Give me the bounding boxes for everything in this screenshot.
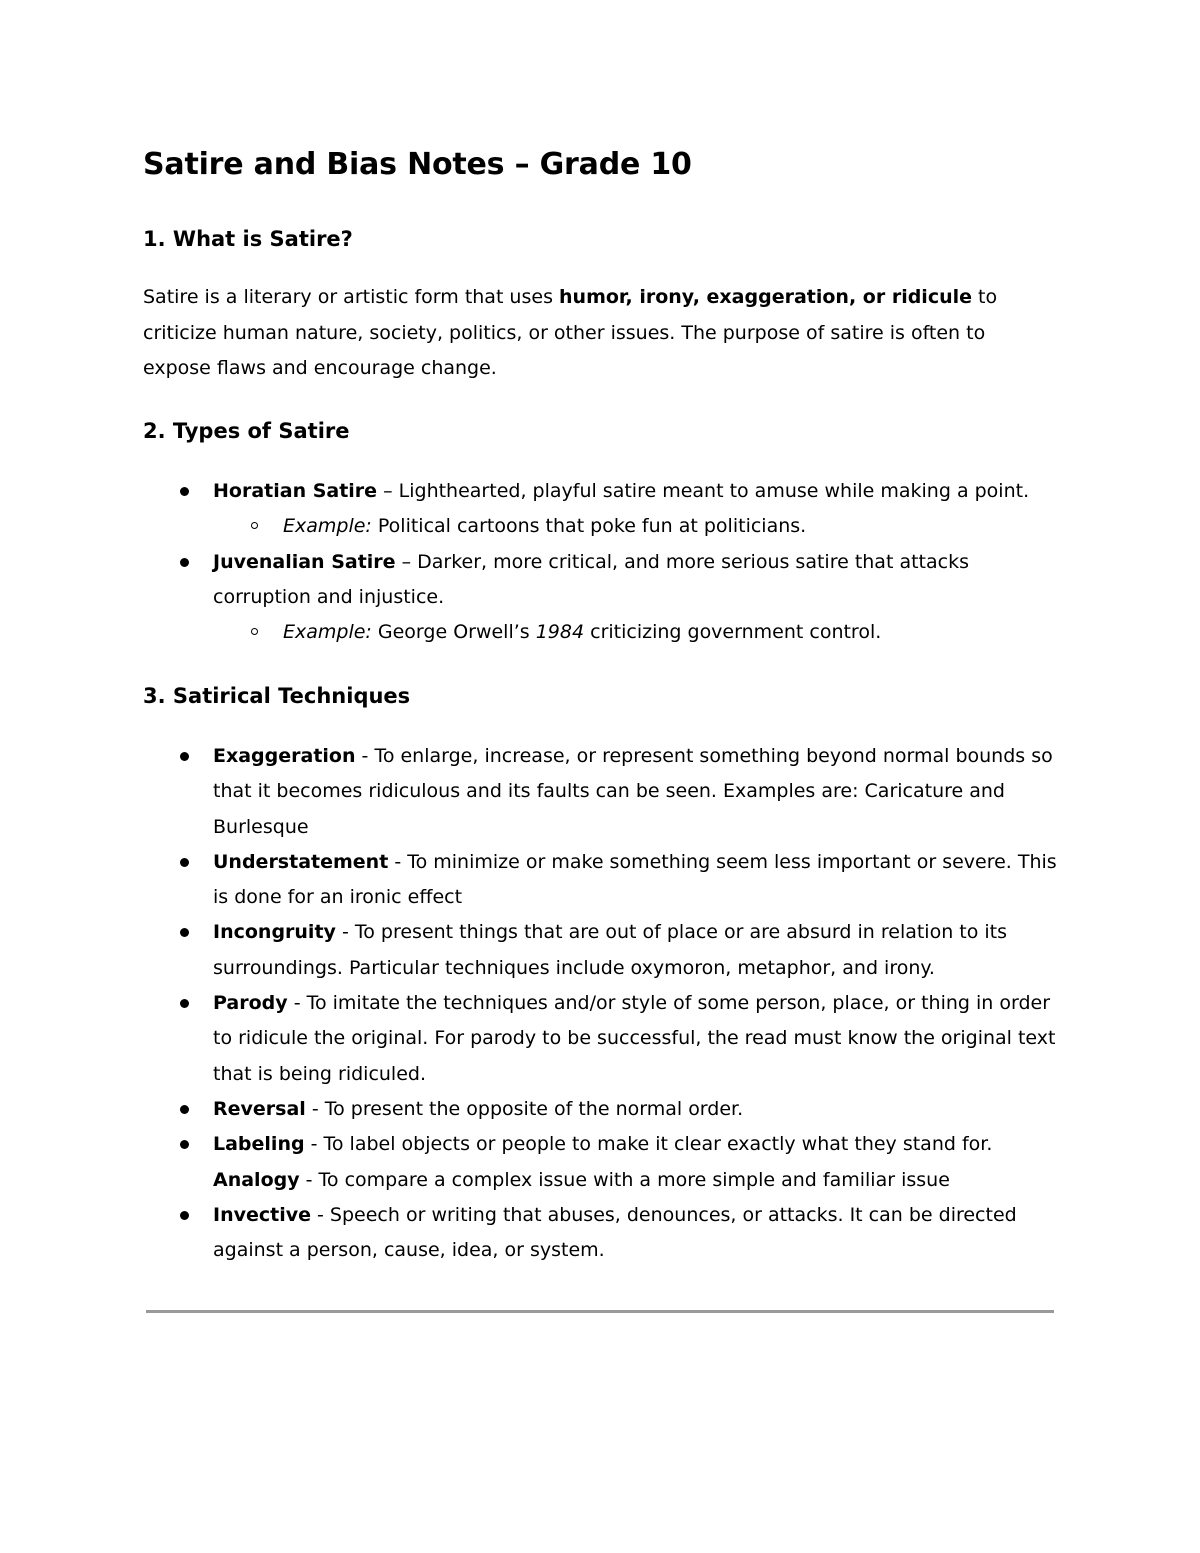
horatian-example-label: Example: (283, 515, 372, 538)
juvenalian-example (213, 615, 1060, 650)
section-heading-satirical-techniques: 3. Satirical Techniques (143, 684, 411, 708)
techniques-list (0, 739, 1200, 1268)
satire-definition-paragraph (143, 280, 1043, 387)
list-item-reversal (0, 1092, 1200, 1127)
technique-term: Parody (213, 992, 288, 1015)
bullet-icon (180, 1211, 189, 1220)
technique-term: Invective (213, 1203, 311, 1226)
juvenalian-example-before: George Orwell’s (371, 621, 536, 644)
technique-term: Exaggeration (213, 745, 356, 767)
technique-definition: - To enlarge, increase, or represent something beyond normal bounds so that it becomes ridiculous and its faults can be seen. Examples are: Caricature and Burlesque (213, 745, 1053, 838)
list-item-incongruity (0, 915, 1200, 986)
technique-term: Labeling (213, 1133, 305, 1156)
hollow-bullet-icon (251, 628, 258, 635)
definition-text-end: to criticize human nature, society, politics, or other issues. The purpose of satire is often to expose flaws and encourage change. (143, 286, 998, 379)
juvenalian-example-title: 1984 (535, 621, 585, 644)
technique-definition: - Speech or writing that abuses, denounces, or attacks. It can be directed against a person, cause, idea, or system. (213, 1203, 1017, 1262)
juvenalian-definition: – Darker, more critical, and more serious satire that attacks corruption and injustice. (213, 550, 969, 608)
technique-term: Understatement (213, 850, 389, 873)
list-item-parody (0, 986, 1200, 1092)
analogy-term: Analogy (213, 1168, 300, 1191)
technique-definition: - To label objects or people to make it clear exactly what they stand for. (304, 1133, 993, 1156)
section-heading-what-is-satire: 1. What is Satire? (143, 227, 353, 251)
horizontal-divider (146, 1310, 1054, 1313)
horatian-term: Horatian Satire (213, 480, 378, 502)
satire-types-list (0, 474, 1200, 650)
bullet-icon (180, 487, 189, 496)
list-item-juvenalian (0, 545, 1200, 651)
horatian-definition: – Lighthearted, playful satire meant to amuse while making a point. (377, 480, 1030, 502)
bullet-icon (180, 752, 189, 761)
definition-bold-terms: humor, irony, exaggeration, or ridicule (559, 286, 973, 308)
technique-term: Incongruity (213, 921, 336, 944)
bullet-icon (180, 858, 189, 867)
definition-text-start: Satire is a literary or artistic form that uses (143, 286, 560, 308)
technique-definition: - To present the opposite of the normal order. (305, 1097, 744, 1120)
horatian-example-text: Political cartoons that poke fun at politicians. (371, 515, 807, 538)
bullet-icon (180, 928, 189, 937)
list-item-labeling (0, 1127, 1200, 1198)
technique-definition: - To present things that are out of place or are absurd in relation to its surroundings. Particular techniques include oxymoron, metaphor, and irony. (213, 921, 1008, 979)
list-item-invective (0, 1198, 1200, 1269)
juvenalian-example-after: criticizing government control. (584, 621, 882, 644)
analogy-definition: - To compare a complex issue with a more simple and familiar issue (299, 1168, 950, 1191)
juvenalian-example-label: Example: (283, 621, 372, 644)
list-item-horatian (0, 474, 1200, 545)
horatian-example (213, 509, 1060, 544)
bullet-icon (180, 1105, 189, 1114)
list-item-exaggeration (0, 739, 1200, 845)
page-title: Satire and Bias Notes – Grade 10 (143, 147, 692, 182)
section-heading-types-of-satire: 2. Types of Satire (143, 419, 350, 443)
list-item-understatement (0, 845, 1200, 916)
bullet-icon (180, 558, 189, 567)
technique-definition: - To minimize or make something seem less important or severe. This is done for an ironic effect (213, 850, 1057, 909)
bullet-icon (180, 1140, 189, 1149)
technique-term: Reversal (213, 1097, 306, 1120)
bullet-icon (180, 999, 189, 1008)
technique-definition: - To imitate the techniques and/or style of some person, place, or thing in order to ridicule the original. For parody to be successful, the read must know the original text that is being ridiculed. (213, 992, 1056, 1085)
juvenalian-term: Juvenalian Satire (213, 550, 396, 573)
hollow-bullet-icon (251, 522, 258, 529)
